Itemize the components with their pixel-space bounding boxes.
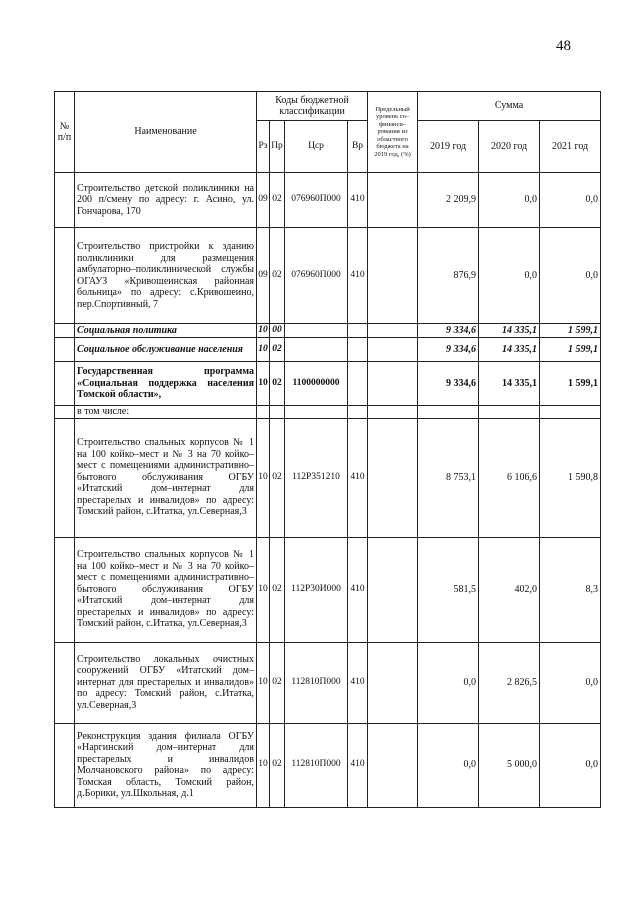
cell-num — [55, 338, 75, 362]
header-name: Наименование — [75, 92, 257, 173]
page-number: 48 — [556, 38, 571, 54]
header-2021: 2021 год — [540, 121, 601, 173]
cell-pr: 00 — [270, 324, 285, 338]
cell-vr: 410 — [348, 537, 368, 642]
cell-rz: 10 — [257, 324, 270, 338]
table-header-row — [55, 92, 601, 121]
cell-2019: 876,9 — [418, 228, 479, 324]
cell-2021: 0,0 — [540, 642, 601, 723]
cell-vr: 410 — [348, 723, 368, 807]
budget-table — [54, 91, 601, 808]
cell-csr: 076960П000 — [285, 173, 348, 228]
table-row — [55, 418, 601, 537]
table-row — [55, 324, 601, 338]
cell-2019: 0,0 — [418, 723, 479, 807]
cell-num — [55, 173, 75, 228]
cell-share — [368, 642, 418, 723]
cell-2021: 0,0 — [540, 228, 601, 324]
cell-2021: 8,3 — [540, 537, 601, 642]
cell-2019: 9 334,6 — [418, 362, 479, 406]
cell-2021 — [540, 406, 601, 419]
cell-pr — [270, 406, 285, 419]
cell-vr: 410 — [348, 642, 368, 723]
table-row — [55, 228, 601, 324]
cell-rz: 10 — [257, 723, 270, 807]
cell-2020: 2 826,5 — [479, 642, 540, 723]
header-pr: Пр — [270, 121, 285, 173]
cell-rz: 10 — [257, 537, 270, 642]
cell-2019 — [418, 406, 479, 419]
cell-2020: 0,0 — [479, 228, 540, 324]
cell-share — [368, 362, 418, 406]
cell-name: Строительство спальных корпусов № 1 на 100 койко–мест и № 3 на 70 койко–мест с помещениями административно–бытового обслуживания ОГБУ «Итатский дом–интернат для престарелых и инвалидов» по адресу: Томский район, с.Итатка, ул.Северная,3 — [75, 537, 257, 642]
cell-csr: 076960П000 — [285, 228, 348, 324]
cell-name: Строительство пристройки к зданию поликлиники для размещения амбулаторно–поликлинической службы ОГАУЗ «Кривошеинская районная больница» по адресу: с.Кривошеино, пер.Спортивный, 7 — [75, 228, 257, 324]
cell-share — [368, 338, 418, 362]
table-row — [55, 642, 601, 723]
cell-vr: 410 — [348, 418, 368, 537]
cell-2019: 581,5 — [418, 537, 479, 642]
cell-share — [368, 406, 418, 419]
cell-rz — [257, 406, 270, 419]
header-num: № п/п — [55, 92, 75, 173]
header-share: Предельный уровень со–финанси–рования из областного бюджета на 2019 год, (%) — [368, 92, 418, 173]
cell-num — [55, 418, 75, 537]
cell-2021: 0,0 — [540, 173, 601, 228]
table-row — [55, 173, 601, 228]
cell-csr: 112P351210 — [285, 418, 348, 537]
header-vr: Вр — [348, 121, 368, 173]
cell-num — [55, 723, 75, 807]
cell-vr — [348, 362, 368, 406]
cell-2020: 5 000,0 — [479, 723, 540, 807]
cell-2021: 1 599,1 — [540, 362, 601, 406]
cell-2019: 9 334,6 — [418, 338, 479, 362]
cell-pr: 02 — [270, 642, 285, 723]
table-row — [55, 362, 601, 406]
cell-csr — [285, 324, 348, 338]
cell-csr: 112P30И000 — [285, 537, 348, 642]
cell-share — [368, 228, 418, 324]
cell-2020: 14 335,1 — [479, 362, 540, 406]
cell-name: Строительство локальных очистных сооружений ОГБУ «Итатский дом–интернат для престарелых и инвалидов» по адресу: Томский район, с.Итатка, ул.Северная,3 — [75, 642, 257, 723]
cell-csr: 112810П000 — [285, 723, 348, 807]
cell-2021: 1 599,1 — [540, 324, 601, 338]
cell-num — [55, 228, 75, 324]
cell-2020: 14 335,1 — [479, 324, 540, 338]
cell-name: Реконструкция здания филиала ОГБУ «Наргинский дом–интернат для престарелых и инвалидов Молчановского района» по адресу: Томская область, Томский район, д.Борики, ул.Школьная, д.1 — [75, 723, 257, 807]
cell-name: в том числе: — [75, 406, 257, 419]
cell-2019: 2 209,9 — [418, 173, 479, 228]
cell-2019: 0,0 — [418, 642, 479, 723]
cell-share — [368, 537, 418, 642]
cell-csr: 112810П000 — [285, 642, 348, 723]
header-sum-group: Сумма — [418, 92, 601, 121]
cell-rz: 09 — [257, 173, 270, 228]
cell-share — [368, 324, 418, 338]
cell-vr: 410 — [348, 173, 368, 228]
cell-2020: 0,0 — [479, 173, 540, 228]
cell-vr — [348, 406, 368, 419]
cell-share — [368, 723, 418, 807]
cell-pr: 02 — [270, 228, 285, 324]
header-2019: 2019 год — [418, 121, 479, 173]
cell-pr: 02 — [270, 537, 285, 642]
cell-num — [55, 537, 75, 642]
cell-share — [368, 173, 418, 228]
cell-2020: 14 335,1 — [479, 338, 540, 362]
cell-pr: 02 — [270, 173, 285, 228]
header-codes-group: Коды бюджетной классификации — [257, 92, 368, 121]
cell-name: Социальное обслуживание населения — [75, 338, 257, 362]
cell-rz: 10 — [257, 642, 270, 723]
table-row — [55, 338, 601, 362]
cell-name: Государственная программа «Социальная поддержка населения Томской области», — [75, 362, 257, 406]
cell-vr — [348, 338, 368, 362]
cell-pr: 02 — [270, 723, 285, 807]
header-2020: 2020 год — [479, 121, 540, 173]
cell-2020 — [479, 406, 540, 419]
cell-num — [55, 362, 75, 406]
table-row — [55, 537, 601, 642]
cell-name: Социальная политика — [75, 324, 257, 338]
cell-num — [55, 406, 75, 419]
cell-csr — [285, 406, 348, 419]
cell-name: Строительство спальных корпусов № 1 на 100 койко–мест и № 3 на 70 койко–мест с помещениями административно–бытового обслуживания ОГБУ «Итатский дом–интернат для престарелых и инвалидов» по адресу: Томский район, с.Итатка, ул.Северная,3 — [75, 418, 257, 537]
cell-pr: 02 — [270, 338, 285, 362]
table-row — [55, 723, 601, 807]
header-rz: Рз — [257, 121, 270, 173]
table-row — [55, 406, 601, 419]
cell-rz: 10 — [257, 338, 270, 362]
cell-rz: 10 — [257, 418, 270, 537]
cell-num — [55, 324, 75, 338]
cell-2020: 402,0 — [479, 537, 540, 642]
cell-csr — [285, 338, 348, 362]
cell-2020: 6 106,6 — [479, 418, 540, 537]
cell-csr: 1100000000 — [285, 362, 348, 406]
cell-pr: 02 — [270, 362, 285, 406]
cell-vr — [348, 324, 368, 338]
header-csr: Цср — [285, 121, 348, 173]
cell-name: Строительство детской поликлиники на 200 п/смену по адресу: г. Асино, ул. Гончарова, 170 — [75, 173, 257, 228]
cell-2019: 9 334,6 — [418, 324, 479, 338]
cell-2021: 0,0 — [540, 723, 601, 807]
cell-pr: 02 — [270, 418, 285, 537]
cell-2019: 8 753,1 — [418, 418, 479, 537]
cell-2021: 1 590,8 — [540, 418, 601, 537]
cell-num — [55, 642, 75, 723]
cell-share — [368, 418, 418, 537]
cell-vr: 410 — [348, 228, 368, 324]
cell-2021: 1 599,1 — [540, 338, 601, 362]
cell-rz: 10 — [257, 362, 270, 406]
cell-rz: 09 — [257, 228, 270, 324]
